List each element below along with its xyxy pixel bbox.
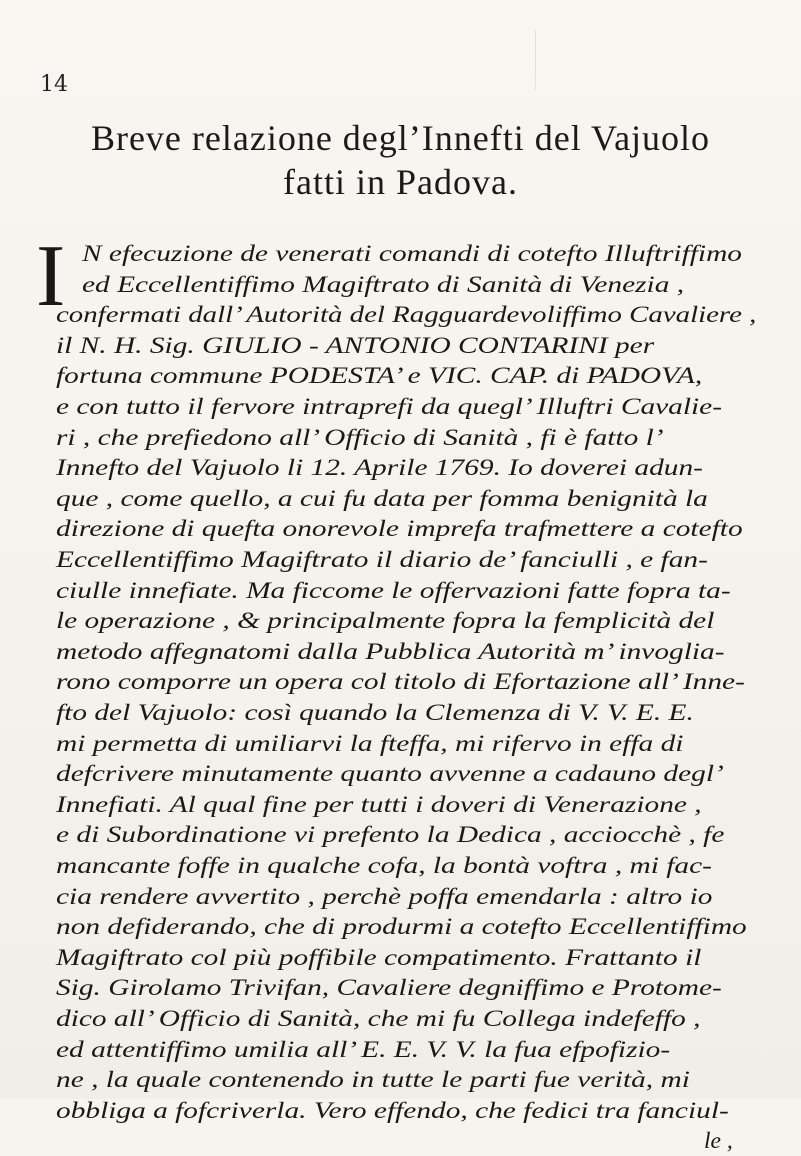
text-line: fto del Vajuolo: così quando la Clemenza di V. V. E. E. xyxy=(56,700,694,726)
text-line: non defiderando, che di produrmi a cotefto Eccellentiffimo xyxy=(56,914,747,941)
text-line: e con tutto il fervore intraprefi da quegl’ Illuftri Cavalie- xyxy=(56,394,723,420)
text-line: ne , la quale contenendo in tutte le parti fue verità, mi xyxy=(56,1067,690,1094)
text-line: e di Subordinatione vi prefento la Dedica , acciocchè , fe xyxy=(56,822,725,849)
page-title-line-2: fatti in Padova. xyxy=(283,162,518,202)
page-number: 14 xyxy=(40,72,68,97)
page-title-line-1: Breve relazione degl’Innefti del Vajuolo xyxy=(90,118,711,158)
text-line: mancante foffe in qualche cofa, la bontà voftra , mi fac- xyxy=(56,853,712,879)
page-blemish xyxy=(535,30,536,90)
text-line: defcrivere minutamente quanto avvenne a cadauno degl’ xyxy=(56,761,724,788)
text-line: il N. H. Sig. GIULIO - ANTONIO CONTARINI per xyxy=(56,332,655,359)
text-line: Eccellentiffimo Magiftrato il diario de’ fanciulli , e fan- xyxy=(56,547,708,573)
text-line: mi permetta di umiliarvi la fteffa, mi rifervo in effa di xyxy=(56,730,684,757)
text-line: Magiftrato col più poffibile compatimento. Frattanto il xyxy=(56,944,702,971)
text-line: obbliga a fofcriverla. Vero effendo, che fedici tra fanciul- xyxy=(56,1097,729,1124)
text-line: rono comporre un opera col titolo di Efortazione all’ Inne- xyxy=(56,669,745,696)
text-line: ciulle innefiate. Ma ficcome le offervazioni fatte fopra ta- xyxy=(56,577,731,604)
text-line: le operazione , & principalmente fopra la femplicità del xyxy=(56,608,715,635)
text-line: N efecuzione de venerati comandi di cotefto Illuftriffimo xyxy=(82,241,742,267)
drop-cap: I xyxy=(36,228,66,325)
text-line: ed Eccellentiffimo Magiftrato di Sanità di Venezia , xyxy=(82,271,685,298)
text-line: ri , che prefiedono all’ Officio di Sanità , fi è fatto l’ xyxy=(56,424,664,451)
text-line: que , come quello, a cui fu data per fomma benignità la xyxy=(56,485,708,512)
text-line: ed attentiffimo umilia all’ E. E. V. V. la fua efpofizio- xyxy=(56,1036,671,1063)
text-line: metodo affegnatomi dalla Pubblica Autorità m’ invoglia- xyxy=(56,638,725,665)
text-line: cia rendere avvertito , perchè poffa emendarla : altro io xyxy=(56,883,713,910)
text-line: direzione di quefta onorevole imprefa trafmettere a cotefto xyxy=(56,516,743,543)
text-line: Innefto del Vajuolo li 12. Aprile 1769. Io doverei adun- xyxy=(56,455,703,482)
text-line: Innefiati. Al qual fine per tutti i doveri di Venerazione , xyxy=(56,791,702,818)
text-line: dico all’ Officio di Sanità, che mi fu Collega indefeffo , xyxy=(56,1006,701,1032)
text-line: le , xyxy=(704,1128,733,1155)
text-line: fortuna commune PODESTA’ e VIC. CAP. di PADOVA, xyxy=(56,363,703,390)
text-line: Sig. Girolamo Trivifan, Cavaliere degniffimo e Protome- xyxy=(56,975,722,1002)
text-line: confermati dall’ Autorità del Ragguardevoliffimo Cavaliere , xyxy=(56,302,757,329)
